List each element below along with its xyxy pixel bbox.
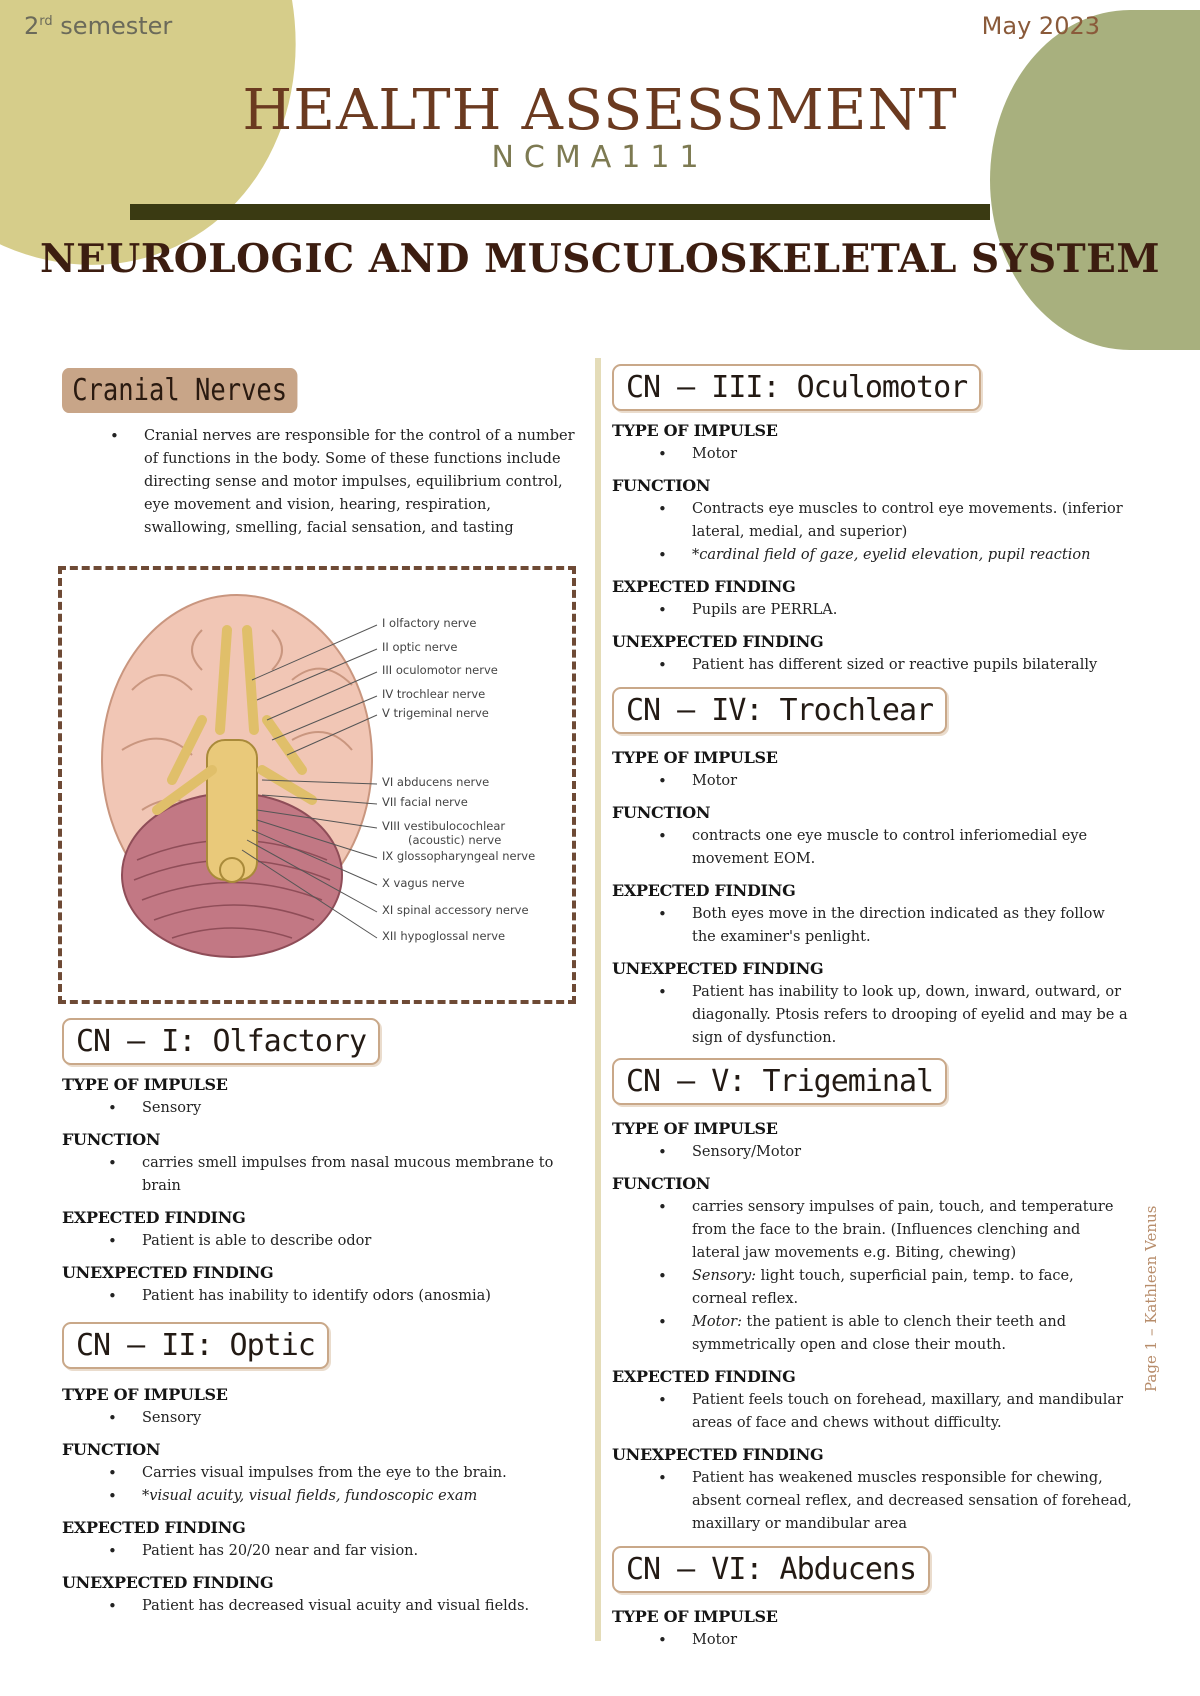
list-item: • carries smell impulses from nasal mucous membrane to brain	[142, 1152, 582, 1198]
cn3-type-label: TYPE OF IMPULSE	[612, 421, 778, 440]
cn1-block	[62, 1018, 582, 1308]
cn3-function-list	[612, 498, 1132, 567]
cn4-type-list	[612, 770, 1132, 793]
cn5-function-list	[612, 1196, 1132, 1357]
list-item: • Sensory	[142, 1407, 582, 1430]
nerve-label-7: VII facial nerve	[382, 795, 468, 809]
nerve-label-10: X vagus nerve	[382, 876, 465, 890]
motor-label: Motor:	[692, 1314, 742, 1330]
nerve-label-6: VI abducens nerve	[382, 775, 490, 789]
cn4-function-list	[612, 825, 1132, 871]
list-item: • *visual acuity, visual fields, fundoscopic exam	[142, 1485, 582, 1508]
page-label: Page	[1142, 1355, 1160, 1392]
cn5-expected-list	[612, 1389, 1132, 1435]
cn1-type-list	[62, 1097, 582, 1120]
cn6-heading: CN – VI: Abducens	[612, 1546, 930, 1593]
cn4-type-label: TYPE OF IMPULSE	[612, 748, 778, 767]
section-title: NEUROLOGIC AND MUSCULOSKELETAL SYSTEM	[39, 236, 1161, 282]
cn3-block	[612, 364, 1132, 677]
semester-label: 2rd semester	[24, 12, 173, 40]
nerve-label-11: XI spinal accessory nerve	[382, 903, 529, 917]
cn3-heading: CN – III: Oculomotor	[612, 364, 981, 411]
list-item: • Patient has weakened muscles responsible for chewing, absent corneal reflex, and decreased sensation of forehead, maxillary or mandibular area	[692, 1467, 1132, 1536]
list-item: • Patient has decreased visual acuity and visual fields.	[142, 1595, 582, 1618]
list-item: • Both eyes move in the direction indicated as they follow the examiner's penlight.	[692, 903, 1132, 949]
course-code: NCMA111	[491, 140, 709, 175]
cn4-block	[612, 687, 1132, 1050]
intro-list	[62, 425, 582, 540]
list-item: • *cardinal field of gaze, eyelid elevation, pupil reaction	[692, 544, 1132, 567]
list-item: • Patient is able to describe odor	[142, 1230, 582, 1253]
cn6-type-label: TYPE OF IMPULSE	[612, 1607, 778, 1626]
date-label: May 2023	[981, 12, 1100, 40]
cn2-heading: CN – II: Optic	[62, 1322, 329, 1369]
list-item: • Pupils are PERRLA.	[692, 599, 1132, 622]
list-item: • Patient has 20/20 near and far vision.	[142, 1540, 582, 1563]
cn2-block	[62, 1322, 582, 1618]
list-item	[692, 1311, 1132, 1357]
cn2-type-list	[62, 1407, 582, 1430]
cn3-type-list	[612, 443, 1132, 466]
cn4-expected-list	[612, 903, 1132, 949]
nerve-label-4: IV trochlear nerve	[382, 687, 486, 701]
motor-text: the patient is able to clench their teeth and symmetrically open and close their mouth.	[692, 1314, 1066, 1353]
list-item: • Patient has inability to identify odors (anosmia)	[142, 1285, 582, 1308]
nerve-label-3: III oculomotor nerve	[382, 663, 498, 677]
sensory-label: Sensory:	[692, 1268, 757, 1284]
list-item: • Sensory	[142, 1097, 582, 1120]
list-item: • Patient has inability to look up, down, inward, outward, or diagonally. Ptosis refers to drooping of eyelid and may be a sign of dysfunction.	[692, 981, 1132, 1050]
cn6-block	[612, 1546, 1132, 1652]
list-item: • Motor	[692, 1629, 1132, 1652]
cn5-block	[612, 1058, 1132, 1536]
nerve-label-8b: (acoustic) nerve	[408, 833, 502, 847]
column-divider	[595, 358, 601, 1641]
cn2-function-list	[62, 1462, 582, 1508]
cn4-heading: CN – IV: Trochlear	[612, 687, 947, 734]
page-number: 1	[1142, 1340, 1160, 1351]
cn1-function-label: FUNCTION	[62, 1130, 161, 1149]
cn2-type-label: TYPE OF IMPULSE	[62, 1385, 228, 1404]
list-item: • Patient has different sized or reactive pupils bilaterally	[692, 654, 1132, 677]
cn5-heading: CN – V: Trigeminal	[612, 1058, 947, 1105]
doc-title: HEALTH ASSESSMENT	[242, 78, 958, 143]
cn2-expected-label: EXPECTED FINDING	[62, 1518, 246, 1537]
intro-text: • Cranial nerves are responsible for the control of a number of functions in the body. Some of these functions include directing sense and motor impulses, equilibrium control, eye movement and vision, hearing, respiration, swallowing, smelling, facial sensation, and tasting	[144, 425, 582, 540]
cn1-function-list	[62, 1152, 582, 1198]
nerve-label-12: XII hypoglossal nerve	[382, 929, 506, 943]
cn1-unexpected-label: UNEXPECTED FINDING	[62, 1263, 274, 1282]
cn3-expected-list	[612, 599, 1132, 622]
cn5-unexpected-label: UNEXPECTED FINDING	[612, 1445, 824, 1464]
cn4-function-label: FUNCTION	[612, 803, 711, 822]
cn2-function-label: FUNCTION	[62, 1440, 161, 1459]
cn1-type-label: TYPE OF IMPULSE	[62, 1075, 228, 1094]
right-column	[612, 364, 1132, 1652]
list-item: • Motor	[692, 770, 1132, 793]
cn1-expected-list	[62, 1230, 582, 1253]
list-item: • Patient feels touch on forehead, maxillary, and mandibular areas of face and chews without difficulty.	[692, 1389, 1132, 1435]
nerve-label-5: V trigeminal nerve	[382, 706, 489, 720]
cn5-unexpected-list	[612, 1467, 1132, 1536]
list-item	[692, 1265, 1132, 1311]
cn5-type-list	[612, 1141, 1132, 1164]
list-item: • contracts one eye muscle to control inferiomedial eye movement EOM.	[692, 825, 1132, 871]
author-name: – Kathleen Venus	[1142, 1205, 1160, 1337]
cn3-function-label: FUNCTION	[612, 476, 711, 495]
header-bar	[130, 204, 990, 220]
cranial-nerve-diagram	[58, 566, 576, 1004]
cn5-type-label: TYPE OF IMPULSE	[612, 1119, 778, 1138]
cn4-unexpected-label: UNEXPECTED FINDING	[612, 959, 824, 978]
cn1-unexpected-list	[62, 1285, 582, 1308]
cn4-unexpected-list	[612, 981, 1132, 1050]
cn1-expected-label: EXPECTED FINDING	[62, 1208, 246, 1227]
cn4-expected-label: EXPECTED FINDING	[612, 881, 796, 900]
cranial-nerves-heading: Cranial Nerves	[62, 368, 297, 413]
nerve-label-2: II optic nerve	[382, 640, 458, 654]
cn5-function-label: FUNCTION	[612, 1174, 711, 1193]
list-item: • Sensory/Motor	[692, 1141, 1132, 1164]
nerve-label-1: I olfactory nerve	[382, 616, 477, 630]
cn1-heading: CN – I: Olfactory	[62, 1018, 380, 1065]
list-item: • Carries visual impulses from the eye to the brain.	[142, 1462, 582, 1485]
list-item: • carries sensory impulses of pain, touch, and temperature from the face to the brain. (Influences clenching and lateral jaw movements e.g. Biting, chewing)	[692, 1196, 1132, 1265]
page-footer	[1142, 1152, 1160, 1392]
cn2-unexpected-list	[62, 1595, 582, 1618]
list-item: • Contracts eye muscles to control eye movements. (inferior lateral, medial, and superior)	[692, 498, 1132, 544]
decor-blob-right	[990, 10, 1200, 350]
cn3-expected-label: EXPECTED FINDING	[612, 577, 796, 596]
cn3-unexpected-list	[612, 654, 1132, 677]
cn3-unexpected-label: UNEXPECTED FINDING	[612, 632, 824, 651]
cn2-unexpected-label: UNEXPECTED FINDING	[62, 1573, 274, 1592]
sensory-text: light touch, superficial pain, temp. to face, corneal reflex.	[692, 1268, 1074, 1307]
cn2-expected-list	[62, 1540, 582, 1563]
cn5-expected-label: EXPECTED FINDING	[612, 1367, 796, 1386]
list-item: • Motor	[692, 443, 1132, 466]
nerve-label-8: VIII vestibulocochlear	[382, 819, 506, 833]
cn6-type-list	[612, 1629, 1132, 1652]
nerve-label-9: IX glossopharyngeal nerve	[382, 849, 536, 863]
left-column	[62, 368, 582, 1618]
